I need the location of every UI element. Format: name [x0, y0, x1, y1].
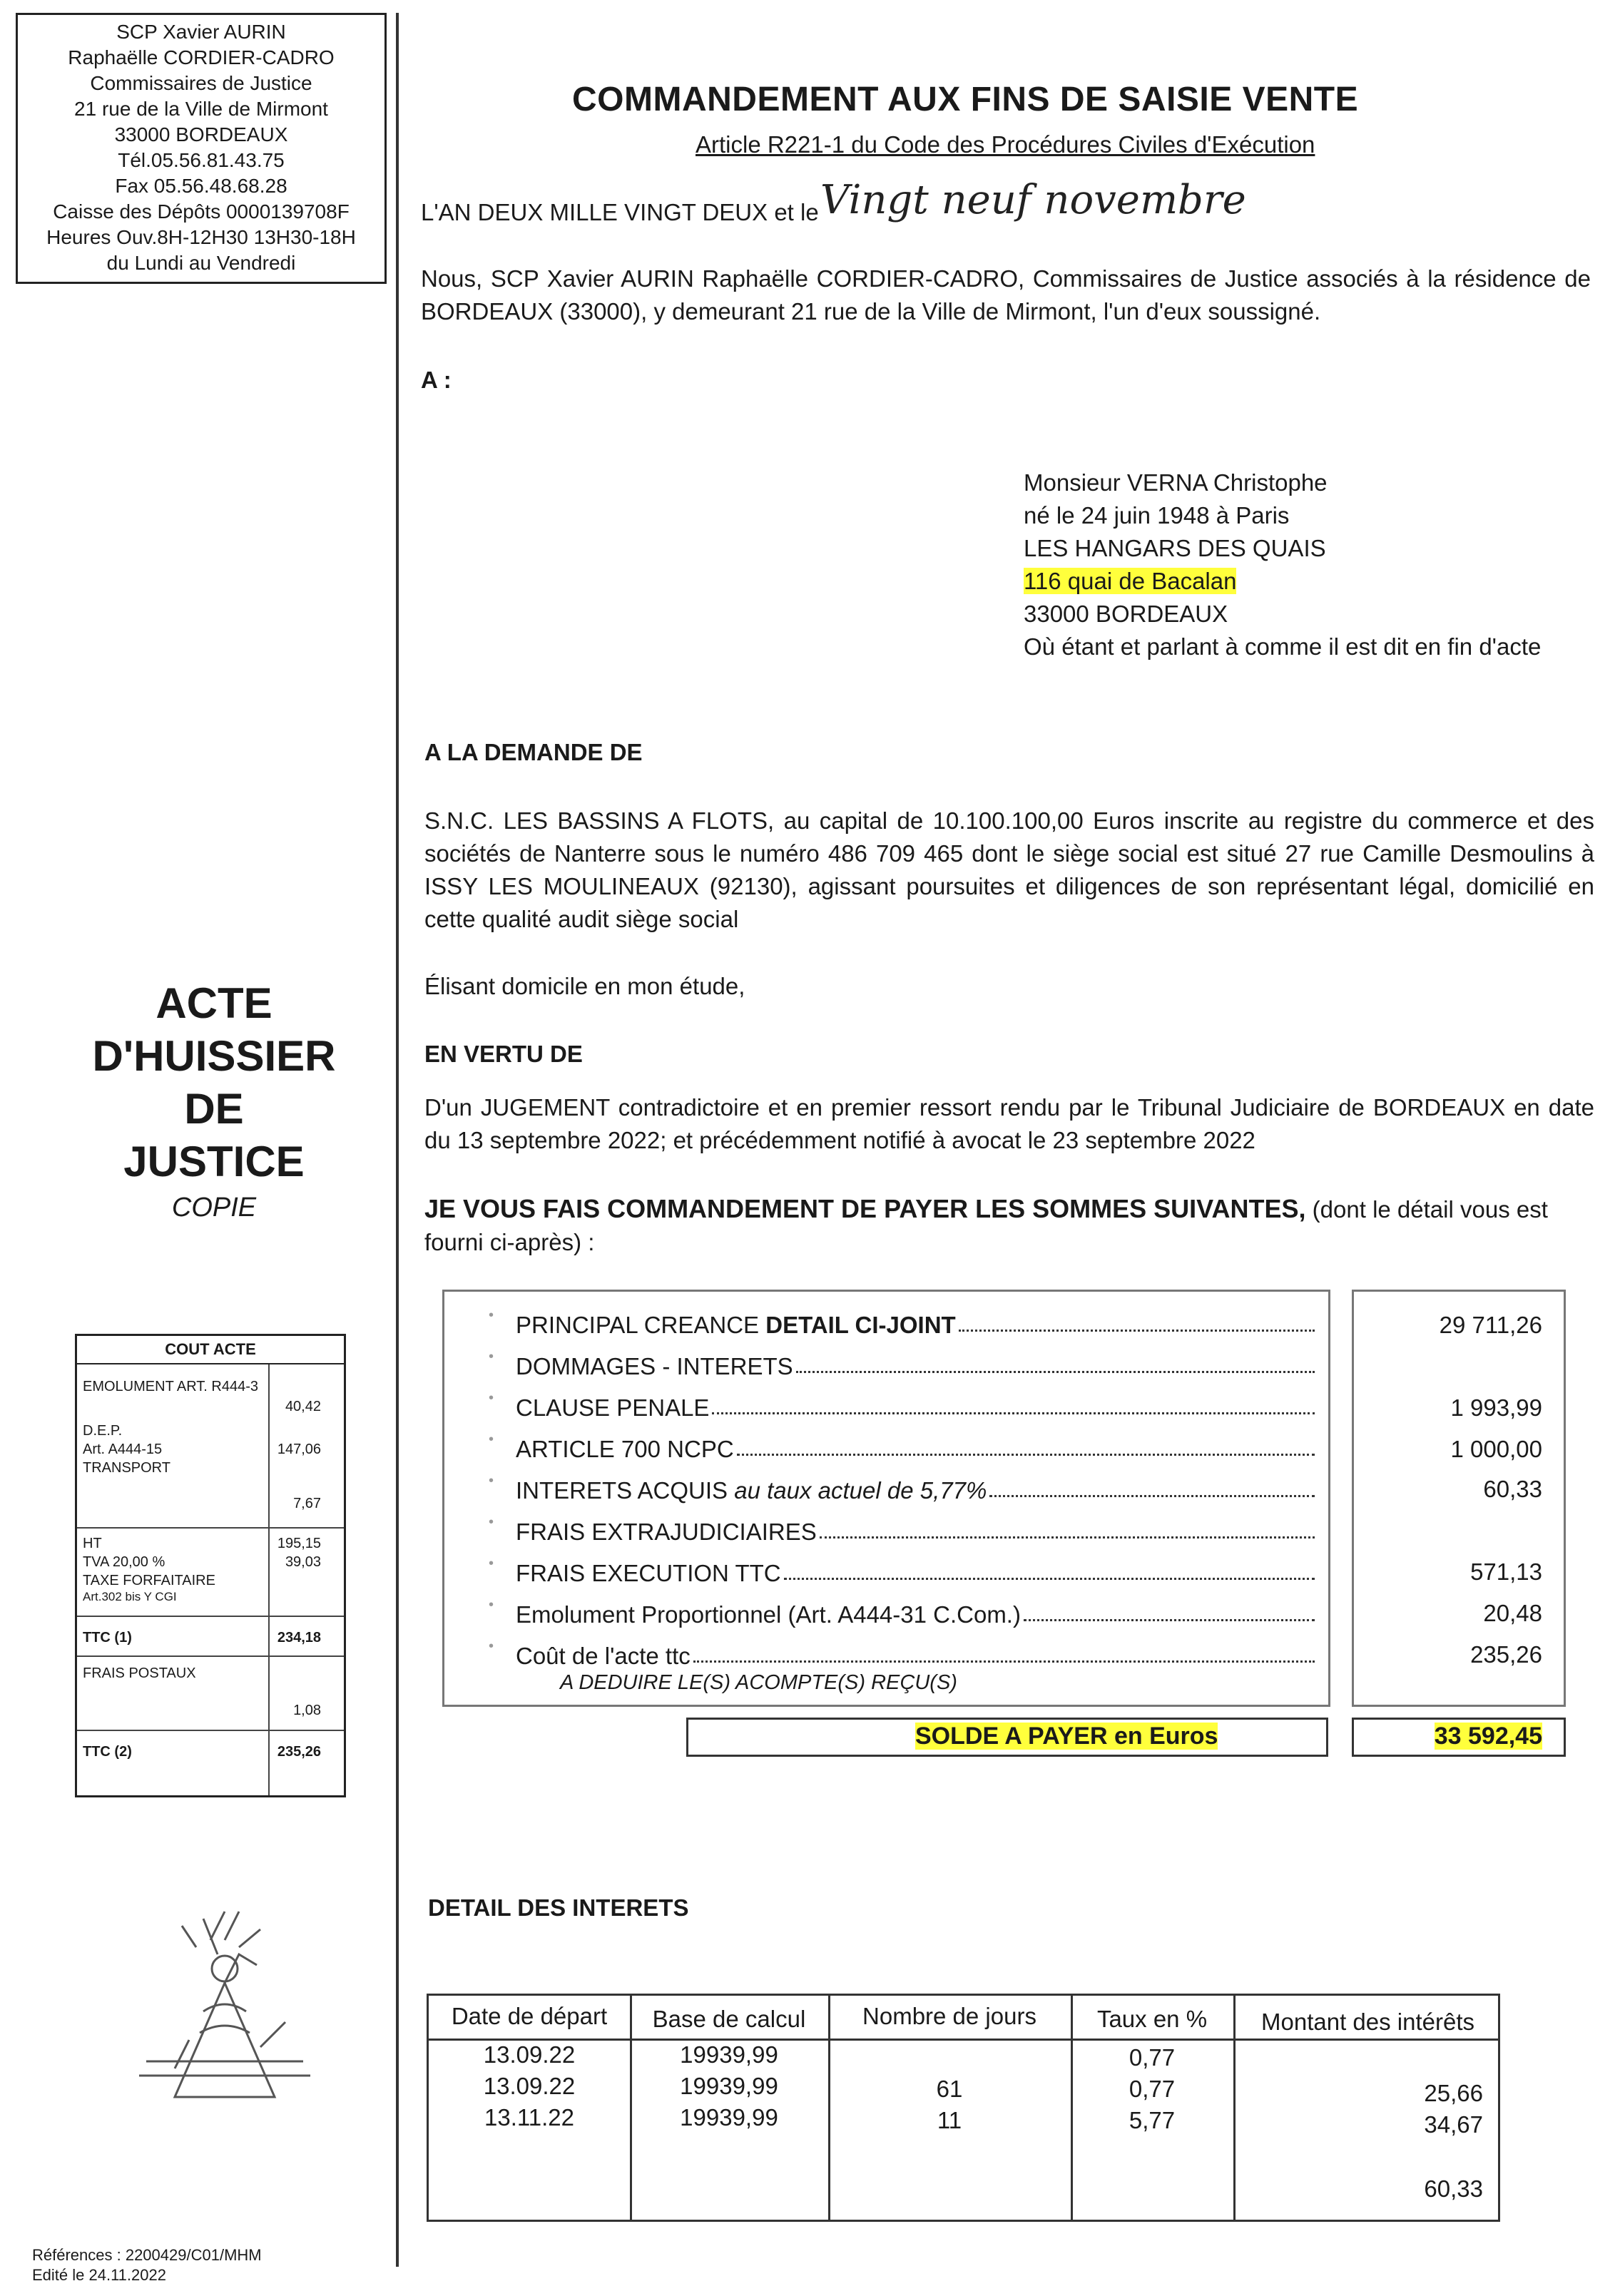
- amount-principal: 29 711,26: [1439, 1312, 1542, 1338]
- cout-separator: [77, 1616, 344, 1617]
- leader-dots: [1024, 1619, 1315, 1621]
- cout-value: 147,06: [277, 1442, 321, 1457]
- solde-label: SOLDE A PAYER en Euros: [915, 1723, 1218, 1750]
- bullet-icon: •: [489, 1307, 494, 1323]
- cout-label: TTC (1): [83, 1630, 132, 1646]
- line-item-article700: [489, 1423, 1315, 1463]
- bullet-icon: •: [489, 1390, 494, 1406]
- table-cell: 11: [937, 2107, 962, 2133]
- table-header-line: [429, 2039, 1498, 2041]
- interets-heading: DETAIL DES INTERETS: [428, 1894, 689, 1921]
- vertu-paragraph: D'un JUGEMENT contradictoire et en premier ressort rendu par le Tribunal Judiciaire de BORDEAUX en date du 13 septembre 2022; et précédemment notifié à avocat le 23 septembre 2022: [424, 1094, 1594, 1153]
- label-text: INTERETS ACQUIS: [516, 1477, 735, 1504]
- table-cell: 19939,99: [680, 2073, 778, 2099]
- acte-title-block: [71, 977, 357, 1223]
- office-line: SCP Xavier AURIN: [116, 21, 286, 43]
- copie-label: COPIE: [171, 1193, 257, 1223]
- office-line: Tél.05.56.81.43.75: [118, 149, 285, 171]
- acte-line: DE: [184, 1085, 244, 1133]
- cout-value: 235,26: [277, 1744, 321, 1760]
- recipient-name: Monsieur VERNA Christophe: [1024, 469, 1328, 496]
- office-line: du Lundi au Vendredi: [106, 252, 296, 274]
- recipient-street: 116 quai de Bacalan: [1024, 568, 1237, 594]
- line-item-label: [516, 1477, 987, 1504]
- bullet-icon: •: [489, 1514, 494, 1530]
- cout-value: 39,03: [285, 1554, 321, 1570]
- acte-line: D'HUISSIER: [92, 1032, 336, 1080]
- bullet-icon: •: [489, 1473, 494, 1489]
- table-header: Date de départ: [451, 2003, 608, 2029]
- vertu-heading: EN VERTU DE: [424, 1041, 583, 1067]
- recipient-birth: né le 24 juin 1948 à Paris: [1024, 502, 1290, 529]
- leader-dots: [796, 1371, 1315, 1373]
- table-header: Nombre de jours: [862, 2003, 1036, 2029]
- deduire-label: A DEDUIRE LE(S) ACOMPTE(S) REÇU(S): [560, 1671, 957, 1694]
- cout-row-transport: [83, 1460, 337, 1476]
- line-item-label: ARTICLE 700 NCPC: [516, 1436, 734, 1462]
- cout-row-emolument: [83, 1379, 337, 1395]
- line-item-clause: [489, 1382, 1315, 1422]
- leader-dots: [784, 1578, 1315, 1580]
- line-item-dommages: [489, 1340, 1315, 1380]
- a-label: A :: [421, 367, 452, 393]
- commandement-paragraph: [424, 1193, 1594, 1259]
- cout-row-taxe-art: [83, 1590, 337, 1604]
- cout-value: 195,15: [277, 1536, 321, 1551]
- line-item-emolument: [489, 1588, 1315, 1628]
- cout-label: TVA 20,00 %: [83, 1554, 165, 1570]
- cout-value: 40,42: [285, 1399, 321, 1414]
- label-italic: au taux actuel de 5,77%: [734, 1477, 987, 1504]
- acte-line: ACTE: [156, 979, 272, 1027]
- cout-label: HT: [83, 1536, 102, 1551]
- cout-row-tva: [83, 1554, 337, 1571]
- cout-row-ttc1: [83, 1630, 337, 1646]
- cout-label: FRAIS POSTAUX: [83, 1665, 196, 1681]
- edited-date: Edité le 24.11.2022: [32, 2266, 166, 2284]
- line-item-label: Emolument Proportionnel (Art. A444-31 C.Com.): [516, 1601, 1021, 1628]
- amount-clause: 1 993,99: [1450, 1394, 1542, 1421]
- line-item-interets: [489, 1464, 1315, 1504]
- office-line: 21 rue de la Ville de Mirmont: [74, 98, 328, 120]
- leader-dots: [693, 1660, 1315, 1663]
- table-header: Base de calcul: [652, 2006, 806, 2032]
- amount-article700: 1 000,00: [1450, 1436, 1542, 1462]
- date-line-prefix: L'AN DEUX MILLE VINGT DEUX et le: [421, 199, 819, 225]
- bullet-icon: •: [489, 1597, 494, 1613]
- table-cell: 13.09.22: [483, 2073, 576, 2099]
- amount-frais-exec: 571,13: [1470, 1558, 1542, 1585]
- solde-amount-box: [1352, 1718, 1566, 1757]
- cout-label: TAXE FORFAITAIRE: [83, 1573, 215, 1588]
- office-line: Heures Ouv.8H-12H30 13H30-18H: [46, 226, 356, 248]
- table-header: Taux en %: [1096, 2006, 1208, 2032]
- leader-dots: [712, 1412, 1315, 1414]
- cout-acte-title: COUT ACTE: [77, 1336, 344, 1364]
- document-subtitle: Article R221-1 du Code des Procédures Civiles d'Exécution: [696, 131, 1315, 158]
- bullet-icon: •: [489, 1349, 494, 1364]
- table-header: Montant des intérêts: [1261, 2009, 1474, 2035]
- interets-table: [427, 1994, 1500, 2222]
- bullet-icon: •: [489, 1638, 494, 1654]
- demande-paragraph: S.N.C. LES BASSINS A FLOTS, au capital de 10.100.100,00 Euros inscrite au registre du commerce et des sociétés de Nanterre sous le numéro 486 709 465 dont le siège social est situé 27 rue Camille Desmoulins à ISSY LES MOULINEAUX (92130), agissant poursuites et diligences de son représentant légal, domicilié en cette qualité audit siège social: [424, 807, 1594, 932]
- cout-row-frais: [83, 1665, 337, 1682]
- cout-label: Art. A444-15: [83, 1442, 163, 1457]
- line-item-principal: [489, 1299, 1315, 1339]
- cout-row-dep: [83, 1423, 337, 1439]
- cout-label: EMOLUMENT ART. R444-3: [83, 1379, 259, 1394]
- table-cell: 0,77: [1129, 2044, 1176, 2071]
- solde-amount: 33 592,45: [1434, 1723, 1542, 1750]
- office-line: 33000 BORDEAUX: [114, 123, 288, 146]
- recipient-note: Où étant et parlant à comme il est dit en fin d'acte: [1024, 633, 1542, 660]
- office-line: Caisse des Dépôts 0000139708F: [53, 200, 350, 223]
- line-item-label: Coût de l'acte ttc: [516, 1643, 691, 1669]
- interets-total: 60,33: [1424, 2175, 1483, 2202]
- commandement-bold: JE VOUS FAIS COMMANDEMENT DE PAYER LES SOMMES SUIVANTES,: [424, 1194, 1306, 1223]
- line-item-cout: [489, 1630, 1315, 1670]
- bullet-icon: •: [489, 1432, 494, 1447]
- cout-label: TRANSPORT: [83, 1460, 170, 1476]
- cout-label: Art.302 bis Y CGI: [83, 1590, 177, 1603]
- cout-value: 234,18: [277, 1630, 321, 1646]
- label-text: PRINCIPAL CREANCE: [516, 1312, 766, 1338]
- table-cell: 25,66: [1424, 2080, 1483, 2106]
- cout-separator: [77, 1527, 344, 1529]
- line-item-label: FRAIS EXECUTION TTC: [516, 1560, 781, 1586]
- table-cell: 19939,99: [680, 2104, 778, 2131]
- amounts-values-box: [1352, 1290, 1566, 1707]
- table-cell: 13.09.22: [483, 2041, 576, 2068]
- recipient-place: LES HANGARS DES QUAIS: [1024, 535, 1326, 561]
- line-item-label: CLAUSE PENALE: [516, 1394, 710, 1421]
- amount-cout: 235,26: [1470, 1641, 1542, 1668]
- justice-emblem-icon: [132, 1897, 317, 2111]
- table-cell: 0,77: [1129, 2076, 1176, 2102]
- label-bold: DETAIL CI-JOINT: [765, 1312, 956, 1338]
- leader-dots: [820, 1536, 1315, 1539]
- document-title: COMMANDEMENT AUX FINS DE SAISIE VENTE: [572, 81, 1359, 118]
- office-line: Raphaëlle CORDIER-CADRO: [68, 46, 335, 68]
- amounts-labels-box: [442, 1290, 1330, 1707]
- office-address-box: [16, 13, 387, 284]
- line-item-frais-extra: [489, 1506, 1315, 1546]
- handwritten-date: Vingt neuf novembre: [820, 177, 1246, 223]
- amount-emolument: 20,48: [1483, 1600, 1542, 1626]
- office-line: Commissaires de Justice: [90, 72, 312, 94]
- cout-acte-box: [75, 1334, 346, 1797]
- recipient-block: [1024, 466, 1541, 663]
- bullet-icon: •: [489, 1556, 494, 1571]
- table-cell: 13.11.22: [484, 2104, 574, 2131]
- references-block: [32, 2245, 262, 2285]
- office-line: Fax 05.56.48.68.28: [115, 175, 287, 197]
- cout-value: 1,08: [293, 1703, 321, 1718]
- table-cell: 19939,99: [680, 2041, 778, 2068]
- cout-separator: [77, 1655, 344, 1657]
- vertical-divider: [396, 13, 399, 2267]
- leader-dots: [959, 1330, 1315, 1332]
- line-item-label: [516, 1312, 956, 1339]
- domicile-line: Élisant domicile en mon étude,: [424, 973, 745, 999]
- solde-label-box: [686, 1718, 1328, 1757]
- line-item-label: FRAIS EXTRAJUDICIAIRES: [516, 1519, 817, 1545]
- leader-dots: [737, 1454, 1315, 1456]
- leader-dots: [989, 1495, 1315, 1497]
- cout-value: 7,67: [293, 1496, 321, 1511]
- demande-heading: A LA DEMANDE DE: [424, 739, 643, 765]
- amount-interets: 60,33: [1483, 1476, 1542, 1502]
- cout-row-ht: [83, 1536, 337, 1552]
- cout-separator: [77, 1730, 344, 1731]
- cout-row-taxe: [83, 1573, 337, 1589]
- recipient-city: 33000 BORDEAUX: [1024, 601, 1228, 627]
- intro-paragraph: Nous, SCP Xavier AURIN Raphaëlle CORDIER-CADRO, Commissaires de Justice associés à la résidence de BORDEAUX (33000), y demeurant 21 rue de la Ville de Mirmont, l'un d'eux soussigné.: [421, 265, 1591, 325]
- line-item-label: DOMMAGES - INTERETS: [516, 1353, 793, 1379]
- table-cell: 34,67: [1424, 2111, 1483, 2138]
- line-item-frais-exec: [489, 1547, 1315, 1587]
- table-cell: 5,77: [1129, 2107, 1176, 2133]
- commandement-rest: (dont le détail vous est fourni ci-après) :: [424, 1196, 1548, 1255]
- reference-line: Références : 2200429/C01/MHM: [32, 2246, 262, 2264]
- table-cell: 61: [936, 2076, 963, 2102]
- cout-label: D.E.P.: [83, 1423, 123, 1439]
- cout-row-art: [83, 1442, 337, 1458]
- cout-label: TTC (2): [83, 1744, 132, 1760]
- acte-line: JUSTICE: [123, 1138, 305, 1185]
- cout-row-ttc2: [83, 1744, 337, 1760]
